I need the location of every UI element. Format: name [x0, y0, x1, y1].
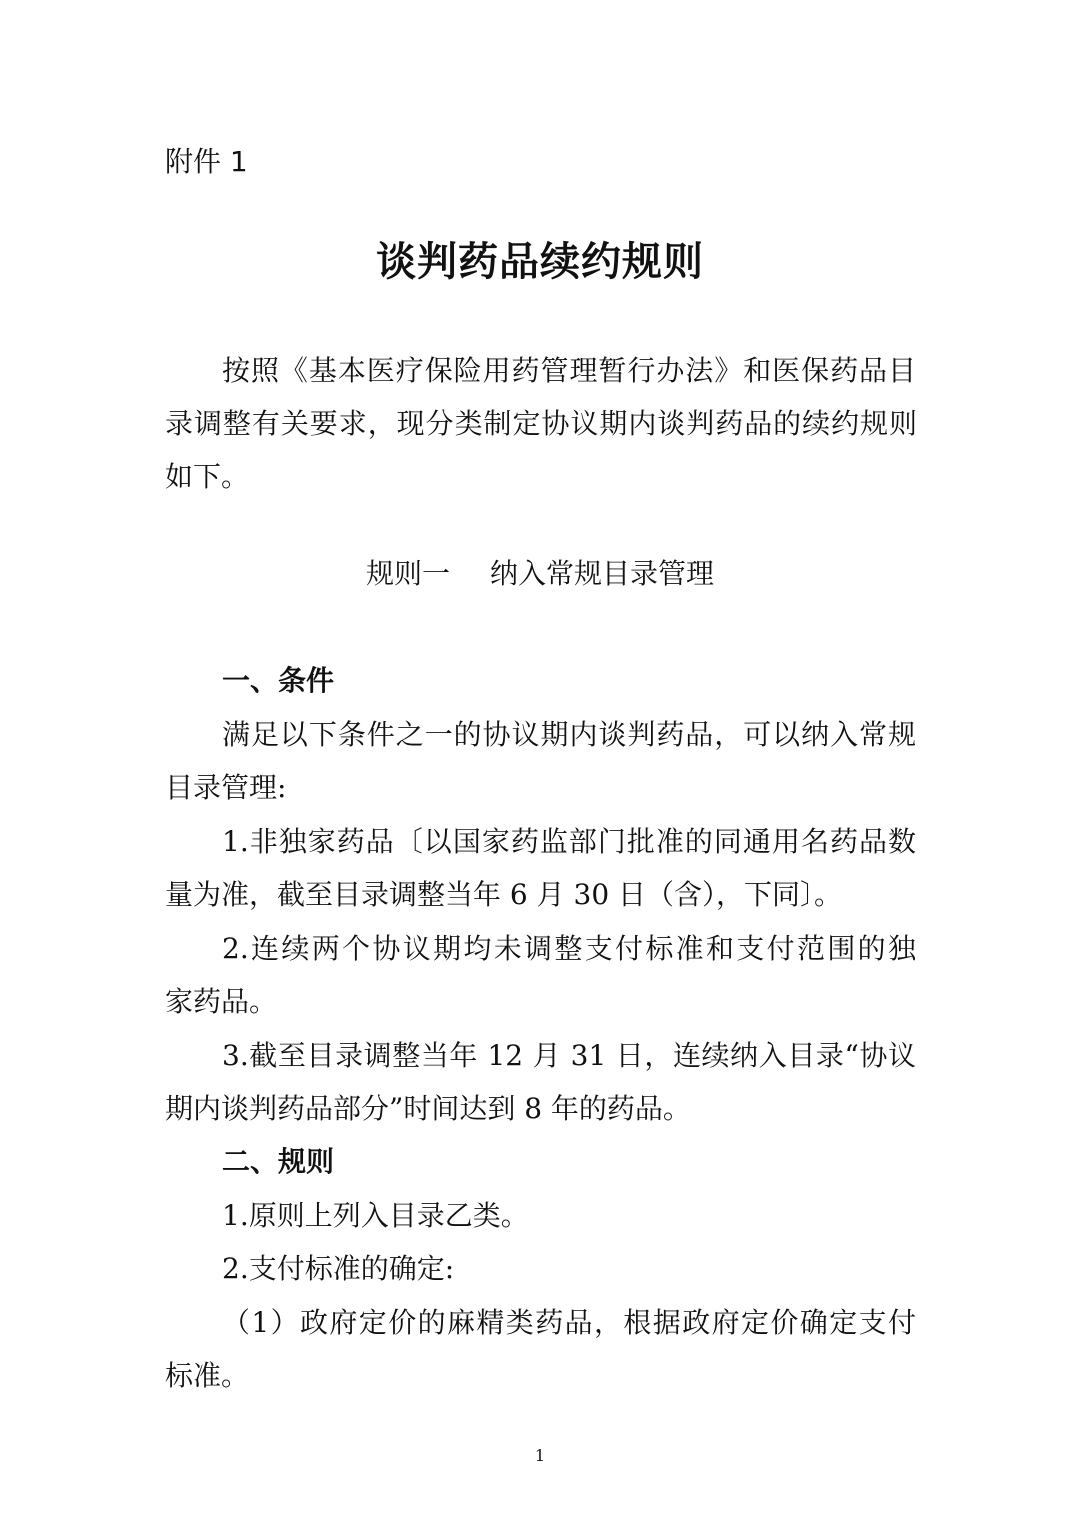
intro-line-3: 如下。 — [165, 460, 250, 493]
rule-heading — [0, 554, 1080, 594]
condition-3-line-2: 期内谈判药品部分”时间达到 8 年的药品。 — [165, 1092, 691, 1125]
rule-label: 规则一 — [365, 557, 450, 590]
rule-title: 纳入常规目录管理 — [490, 557, 715, 590]
section-2-heading: 二、规则 — [222, 1145, 335, 1178]
rule-item-2: 2.支付标准的确定: — [222, 1252, 455, 1285]
section-1-heading: 一、条件 — [222, 664, 335, 697]
condition-2-line-1: 2.连续两个协议期均未调整支付标准和支付范围的独 — [222, 932, 916, 965]
intro-line-2: 录调整有关要求，现分类制定协议期内谈判药品的续约规则 — [165, 407, 917, 440]
section-1-paragraph-line-2: 目录管理: — [165, 771, 287, 804]
section-1-paragraph-line-1: 满足以下条件之一的协议期内谈判药品，可以纳入常规 — [222, 718, 916, 751]
rule-item-1: 1.原则上列入目录乙类。 — [222, 1199, 529, 1232]
page-number: 1 — [534, 1446, 546, 1465]
rule-subitem-1-line-2: 标准。 — [165, 1359, 250, 1392]
condition-1-line-2: 量为准，截至目录调整当年 6 月 30 日（含），下同〕。 — [165, 878, 843, 911]
rule-subitem-1-line-1: （1）政府定价的麻精类药品，根据政府定价确定支付 — [222, 1306, 916, 1339]
condition-3-line-1: 3.截至目录调整当年 12 月 31 日，连续纳入目录“协议 — [222, 1039, 916, 1072]
intro-line-1: 按照《基本医疗保险用药管理暂行办法》和医保药品目 — [222, 354, 916, 387]
attachment-label: 附件 1 — [165, 145, 248, 178]
document-title: 谈判药品续约规则 — [376, 239, 704, 285]
condition-1-line-1: 1.非独家药品〔以国家药监部门批准的同通用名药品数 — [222, 825, 916, 858]
condition-2-line-2: 家药品。 — [165, 985, 278, 1018]
